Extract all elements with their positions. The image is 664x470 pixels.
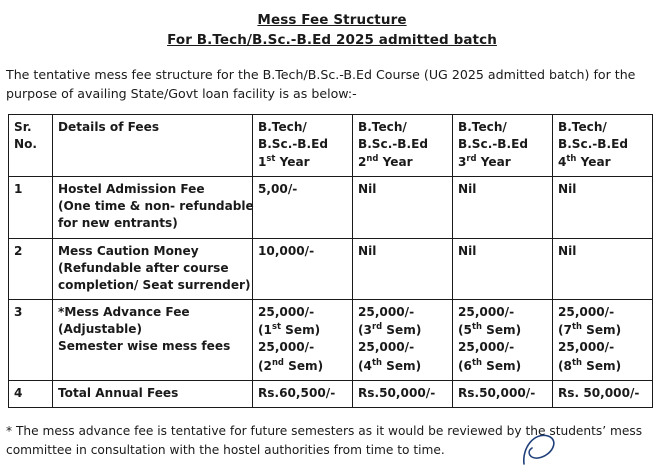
header-year-1-line-1: B.Tech/ bbox=[258, 119, 307, 134]
row-1-sr: 1 bbox=[9, 177, 53, 239]
row-1-year-4: Nil bbox=[553, 177, 653, 239]
row-3-year-3-amount-2: 25,000/- bbox=[458, 340, 515, 355]
row-4-details: Total Annual Fees bbox=[53, 380, 253, 407]
row-2-year-1: 10,000/- bbox=[253, 238, 353, 300]
table-row bbox=[9, 238, 653, 300]
header-sr-line-2: No. bbox=[14, 136, 38, 151]
row-1-year-1: 5,00/- bbox=[253, 177, 353, 239]
header-year-1-line-3: 1st Year bbox=[258, 152, 310, 169]
row-3-details-line-3: Semester wise mess fees bbox=[58, 339, 231, 354]
row-3-year-3-sem-1: (5th Sem) bbox=[458, 321, 522, 338]
title-line-2: For B.Tech/B.Sc.-B.Ed 2025 admitted batch bbox=[167, 32, 497, 49]
row-3-details bbox=[53, 300, 253, 381]
row-3-year-4-amount-1: 25,000/- bbox=[558, 305, 615, 320]
footnote: * The mess advance fee is tentative for future semesters as it would be reviewed by the students’ mess committee in consultation with the hostel authorities from time to time. bbox=[6, 424, 643, 457]
table-row bbox=[9, 177, 653, 239]
row-3-year-4-amount-2: 25,000/- bbox=[558, 340, 615, 355]
row-3-details-line-2: (Adjustable) bbox=[58, 322, 142, 337]
row-3-year-2 bbox=[353, 300, 453, 381]
row-2-year-2: Nil bbox=[353, 238, 453, 300]
document-title bbox=[0, 10, 664, 51]
row-4-sr: 4 bbox=[9, 380, 53, 407]
row-4-year-1: Rs.60,500/- bbox=[253, 380, 353, 407]
table-row bbox=[9, 380, 653, 407]
document-page bbox=[0, 10, 664, 464]
row-3-year-2-sem-2: (4th Sem) bbox=[358, 356, 422, 373]
header-year-2-line-3: 2nd Year bbox=[358, 152, 413, 169]
row-3-year-2-sem-1: (3rd Sem) bbox=[358, 321, 422, 338]
header-details-of-fees: Details of Fees bbox=[53, 114, 253, 177]
row-2-sr: 2 bbox=[9, 238, 53, 300]
row-2-details-line-1: Mess Caution Money bbox=[58, 243, 199, 258]
header-year-4 bbox=[553, 114, 653, 177]
row-2-year-3: Nil bbox=[453, 238, 553, 300]
header-year-4-line-2: B.Sc.-B.Ed bbox=[558, 136, 629, 151]
row-1-year-2: Nil bbox=[353, 177, 453, 239]
row-3-details-line-1: *Mess Advance Fee bbox=[58, 305, 190, 320]
row-3-year-1 bbox=[253, 300, 353, 381]
row-1-year-3: Nil bbox=[453, 177, 553, 239]
row-3-sr: 3 bbox=[9, 300, 53, 381]
header-sr-no bbox=[9, 114, 53, 177]
row-4-year-3: Rs.50,000/- bbox=[453, 380, 553, 407]
row-1-details-line-2: (One time & non- refundable bbox=[58, 199, 254, 214]
row-2-details-line-2: (Refundable after course bbox=[58, 260, 229, 275]
row-3-year-4-sem-2: (8th Sem) bbox=[558, 356, 622, 373]
title-line-1: Mess Fee Structure bbox=[257, 12, 407, 28]
intro-paragraph: The tentative mess fee structure for the B.Tech/B.Sc.-B.Ed Course (UG 2025 admitted batch) for the purpose of availing State/Govt loan facility is as below:- bbox=[6, 66, 636, 102]
row-1-details-line-3: for new entrants) bbox=[58, 216, 178, 231]
header-year-3-line-2: B.Sc.-B.Ed bbox=[458, 136, 529, 151]
fee-structure-table bbox=[8, 114, 653, 409]
row-3-year-1-amount-2: 25,000/- bbox=[258, 340, 315, 355]
header-year-2 bbox=[353, 114, 453, 177]
header-year-2-line-2: B.Sc.-B.Ed bbox=[358, 136, 429, 151]
row-2-details bbox=[53, 238, 253, 300]
row-4-year-4: Rs. 50,000/- bbox=[553, 380, 653, 407]
table-row bbox=[9, 300, 653, 381]
header-year-3-line-3: 3rd Year bbox=[458, 152, 511, 169]
row-3-year-3-sem-2: (6th Sem) bbox=[458, 356, 522, 373]
header-year-1 bbox=[253, 114, 353, 177]
header-year-3-line-1: B.Tech/ bbox=[458, 119, 507, 134]
row-3-year-4-sem-1: (7th Sem) bbox=[558, 321, 622, 338]
header-year-4-line-1: B.Tech/ bbox=[558, 119, 607, 134]
row-3-year-4 bbox=[553, 300, 653, 381]
row-3-year-1-amount-1: 25,000/- bbox=[258, 305, 315, 320]
header-year-1-line-2: B.Sc.-B.Ed bbox=[258, 136, 329, 151]
table-header-row bbox=[9, 114, 653, 177]
header-sr-line-1: Sr. bbox=[14, 119, 32, 134]
row-2-details-line-3: completion/ Seat surrender) bbox=[58, 277, 251, 292]
row-3-year-1-sem-2: (2nd Sem) bbox=[258, 356, 324, 373]
row-4-year-2: Rs.50,000/- bbox=[353, 380, 453, 407]
row-3-year-3 bbox=[453, 300, 553, 381]
row-1-details bbox=[53, 177, 253, 239]
row-3-year-2-amount-2: 25,000/- bbox=[358, 340, 415, 355]
row-3-year-3-amount-1: 25,000/- bbox=[458, 305, 515, 320]
header-year-2-line-1: B.Tech/ bbox=[358, 119, 407, 134]
row-1-details-line-1: Hostel Admission Fee bbox=[58, 182, 205, 197]
header-year-3 bbox=[453, 114, 553, 177]
row-2-year-4: Nil bbox=[553, 238, 653, 300]
header-year-4-line-3: 4th Year bbox=[558, 152, 611, 169]
row-3-year-2-amount-1: 25,000/- bbox=[358, 305, 415, 320]
row-3-year-1-sem-1: (1st Sem) bbox=[258, 321, 321, 338]
